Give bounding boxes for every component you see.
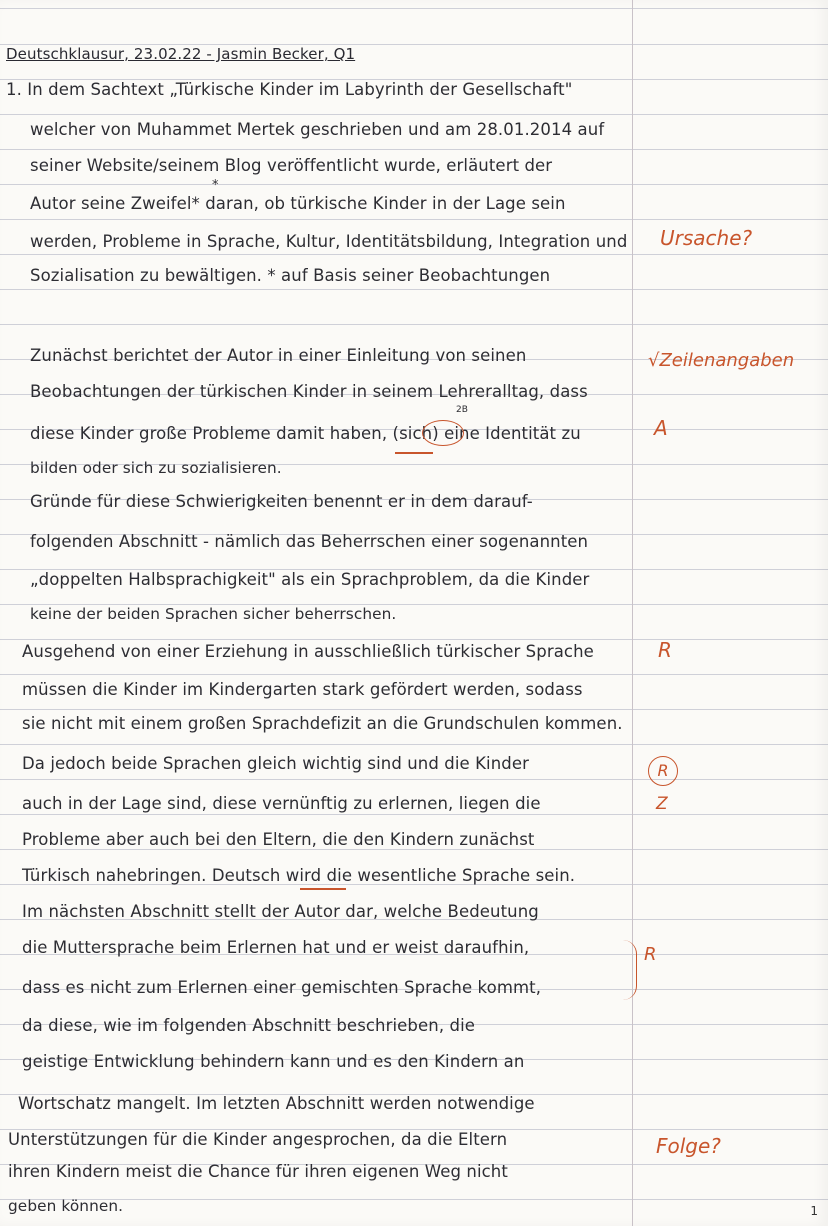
essay-line: werden, Probleme in Sprache, Kultur, Identitätsbildung, Integration und — [30, 232, 628, 251]
essay-line: Ausgehend von einer Erziehung in ausschließlich türkischer Sprache — [22, 642, 594, 661]
essay-line: diese Kinder große Probleme damit haben, (sich) eine Identität zu — [30, 424, 581, 443]
essay-line: 1. In dem Sachtext „Türkische Kinder im Labyrinth der Gesellschaft" — [6, 80, 573, 99]
correction-circle — [422, 420, 464, 446]
margin-note-zeilenangaben: √Zeilenangaben — [648, 350, 795, 371]
essay-line: Autor seine Zweifel* daran, ob türkische Kinder in der Lage sein — [30, 194, 566, 213]
essay-line: Wortschatz mangelt. Im letzten Abschnitt werden notwendige — [18, 1094, 535, 1113]
essay-line: Gründe für diese Schwierigkeiten benennt er in dem darauf- — [30, 492, 533, 511]
essay-line: sie nicht mit einem großen Sprachdefizit an die Grundschulen kommen. — [22, 714, 623, 733]
page-title: Deutschklausur, 23.02.22 - Jasmin Becker, Q1 — [6, 45, 356, 63]
margin-note-r: R — [658, 638, 672, 662]
essay-line: auch in der Lage sind, diese vernünftig zu erlernen, liegen die — [22, 794, 541, 813]
correction-underline — [300, 888, 346, 890]
essay-line: geistige Entwicklung behindern kann und es den Kindern an — [22, 1052, 525, 1071]
essay-line: Unterstützungen für die Kinder angesprochen, da die Eltern — [8, 1130, 508, 1149]
essay-line: keine der beiden Sprachen sicher beherrschen. — [30, 605, 397, 623]
essay-line: Probleme aber auch bei den Eltern, die den Kindern zunächst — [22, 830, 535, 849]
essay-line: müssen die Kinder im Kindergarten stark gefördert werden, sodass — [22, 680, 583, 699]
margin-note-z: Z — [656, 794, 668, 814]
essay-line: bilden oder sich zu sozialisieren. — [30, 459, 282, 477]
essay-line: Zunächst berichtet der Autor in einer Einleitung von seinen — [30, 346, 527, 365]
essay-line: Im nächsten Abschnitt stellt der Autor dar, welche Bedeutung — [22, 902, 539, 921]
essay-line: da diese, wie im folgenden Abschnitt beschrieben, die — [22, 1016, 476, 1035]
page-number: 1 — [810, 1204, 818, 1218]
margin-note-ursache: Ursache? — [660, 226, 753, 250]
essay-line: ihren Kindern meist die Chance für ihren eigenen Weg nicht — [8, 1162, 508, 1181]
essay-line: dass es nicht zum Erlernen einer gemischten Sprache kommt, — [22, 978, 542, 997]
essay-line: Beobachtungen der türkischen Kinder in seinem Lehreralltag, dass — [30, 382, 588, 401]
essay-line: welcher von Muhammet Mertek geschrieben und am 28.01.2014 auf — [30, 120, 605, 139]
essay-line: die Muttersprache beim Erlernen hat und er weist daraufhin, — [22, 938, 530, 957]
margin-note-a: A — [654, 416, 668, 440]
asterisk-mark: * — [212, 178, 219, 193]
margin-note-r-bracket: R — [644, 944, 657, 965]
margin-note-r-circled: R — [648, 756, 678, 786]
correction-brace — [622, 940, 637, 1000]
essay-line: Sozialisation zu bewältigen. * auf Basis seiner Beobachtungen — [30, 266, 551, 285]
essay-line: folgenden Abschnitt - nämlich das Beherrschen einer sogenannten — [30, 532, 589, 551]
margin-note-folge: Folge? — [656, 1134, 721, 1158]
essay-line: seiner Website/seinem Blog veröffentlicht wurde, erläutert der — [30, 156, 553, 175]
essay-line: geben können. — [8, 1197, 124, 1215]
correction-underline — [395, 452, 433, 454]
essay-line: Türkisch nahebringen. Deutsch wird die wesentliche Sprache sein. — [22, 866, 576, 885]
essay-line: Da jedoch beide Sprachen gleich wichtig sind und die Kinder — [22, 754, 530, 773]
essay-line: „doppelten Halbsprachigkeit" als ein Sprachproblem, da die Kinder — [30, 570, 590, 589]
insertion-mark: 2B — [456, 405, 468, 415]
